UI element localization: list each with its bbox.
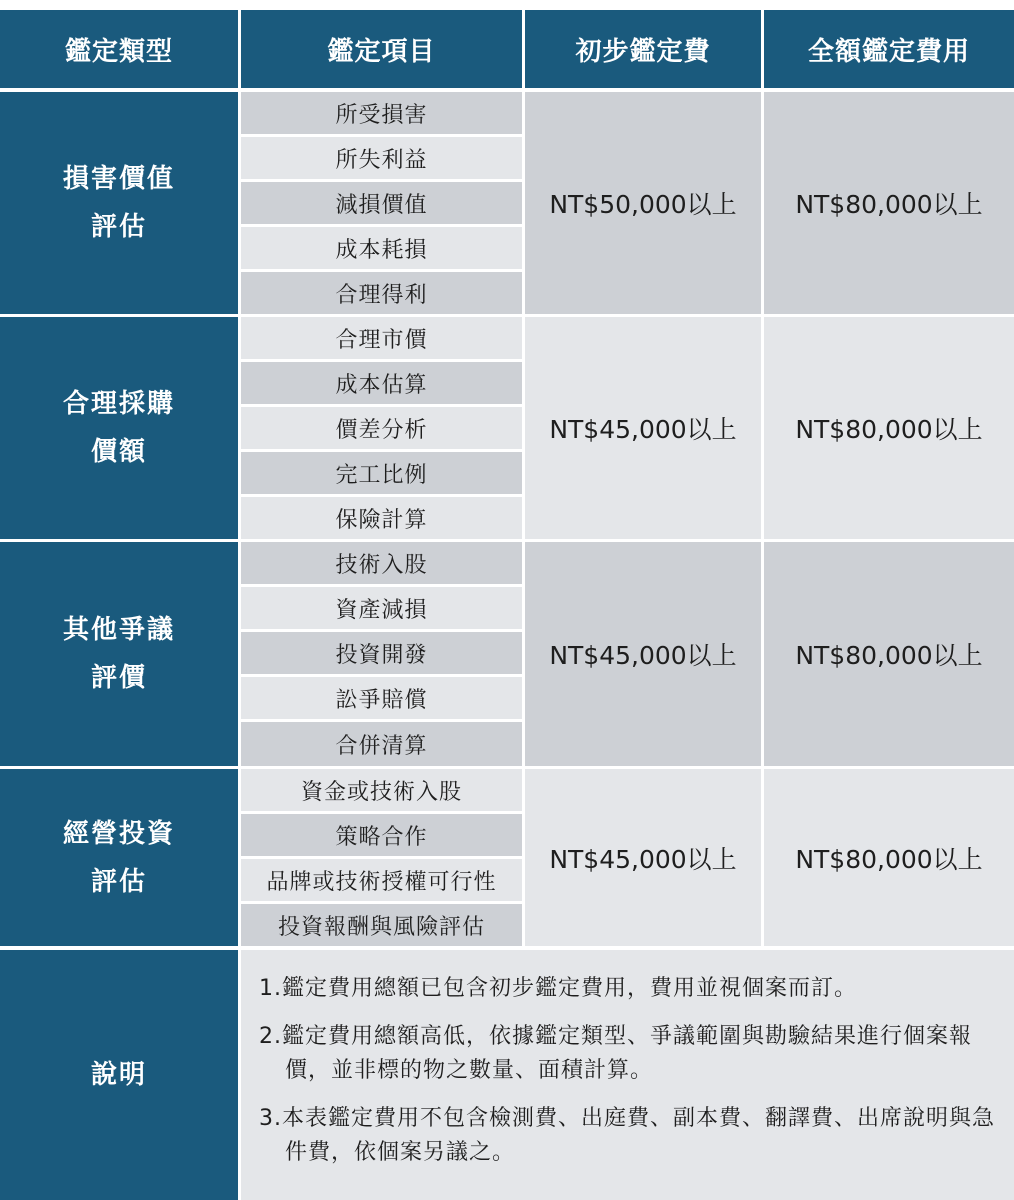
item-cell: 資產減損: [241, 587, 522, 629]
category-cell: [0, 769, 238, 946]
note-line: 1.鑑定費用總額已包含初步鑑定費用，費用並視個案而訂。: [259, 976, 857, 1001]
header-full-fee: 全額鑑定費用: [764, 10, 1014, 88]
item-cell: 投資開發: [241, 632, 522, 674]
category-line: 經營投資: [62, 818, 175, 849]
notes-content: [241, 950, 1014, 1200]
category-line: 其他爭議: [62, 615, 175, 645]
item-cell: 投資報酬與風險評估: [241, 904, 522, 946]
item-cell: 合併清算: [241, 722, 522, 766]
category-line: 損害價值: [62, 164, 175, 194]
header-initial-fee: 初步鑑定費: [525, 10, 761, 88]
item-cell: 品牌或技術授權可行性: [241, 859, 522, 901]
item-cell: 所受損害: [241, 92, 522, 134]
full-fee-cell: NT$80,000以上: [764, 317, 1014, 539]
notes-label-text: 說明: [90, 1060, 147, 1090]
item-cell: 成本耗損: [241, 227, 522, 269]
category-line: 評價: [90, 663, 147, 693]
item-cell: 資金或技術入股: [241, 769, 522, 811]
initial-fee-cell: NT$45,000以上: [525, 769, 761, 946]
notes-label: [0, 950, 238, 1200]
item-cell: 策略合作: [241, 814, 522, 856]
item-cell: 訟爭賠償: [241, 677, 522, 719]
note-line: 2.鑑定費用總額高低，依據鑑定類型、爭議範圍與勘驗結果進行個案報價，並非標的物之數量、面積計算。: [259, 1024, 972, 1083]
item-cell: 技術入股: [241, 542, 522, 584]
header-appraisal-item: 鑑定項目: [241, 10, 522, 88]
item-cell: 所失利益: [241, 137, 522, 179]
category-line: 價額: [90, 437, 147, 467]
category-line: 評估: [90, 866, 147, 897]
item-cell: 合理市價: [241, 317, 522, 359]
category-cell: [0, 542, 238, 766]
item-cell: 保險計算: [241, 497, 522, 539]
full-fee-cell: NT$80,000以上: [764, 769, 1014, 946]
initial-fee-cell: NT$45,000以上: [525, 542, 761, 766]
header-appraisal-type: 鑑定類型: [0, 10, 238, 88]
item-cell: 合理得利: [241, 272, 522, 314]
initial-fee-cell: NT$45,000以上: [525, 317, 761, 539]
initial-fee-cell: NT$50,000以上: [525, 92, 761, 314]
full-fee-cell: NT$80,000以上: [764, 542, 1014, 766]
item-cell: 價差分析: [241, 407, 522, 449]
category-cell: [0, 317, 238, 539]
category-cell: [0, 92, 238, 314]
full-fee-cell: NT$80,000以上: [764, 92, 1014, 314]
item-cell: 減損價值: [241, 182, 522, 224]
note-line: 3.本表鑑定費用不包含檢測費、出庭費、副本費、翻譯費、出席說明與急件費，依個案另議之。: [259, 1106, 995, 1165]
category-line: 合理採購: [62, 389, 175, 419]
item-cell: 成本估算: [241, 362, 522, 404]
item-cell: 完工比例: [241, 452, 522, 494]
category-line: 評估: [90, 212, 147, 242]
